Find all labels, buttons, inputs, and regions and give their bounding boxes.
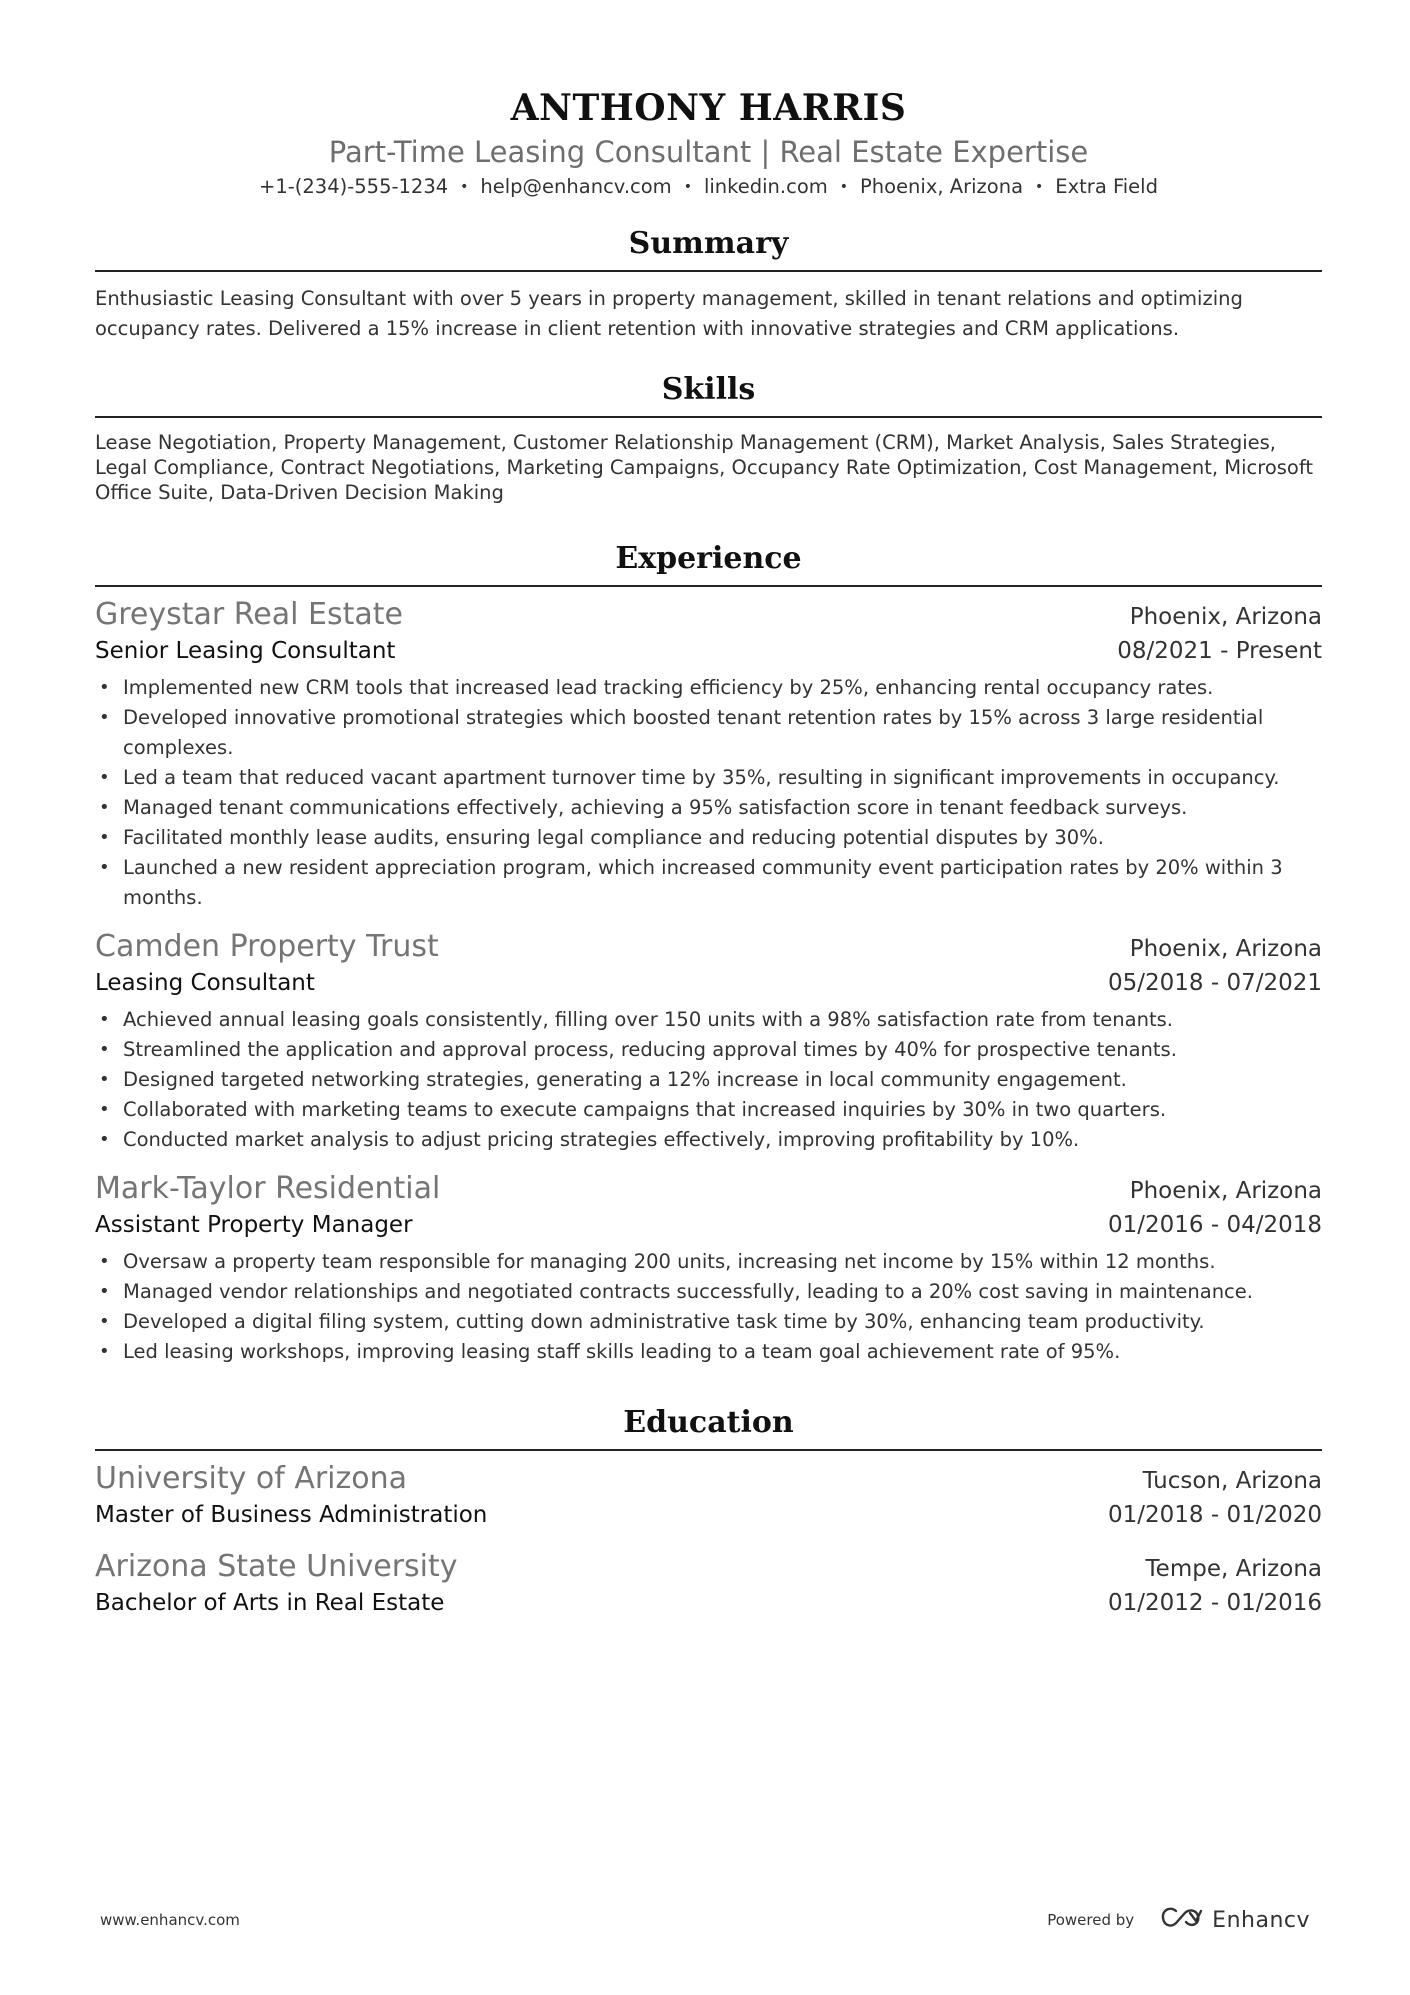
company-name: Greystar Real Estate <box>95 597 403 632</box>
section-divider <box>95 416 1322 418</box>
achievement-list <box>95 1005 1322 1155</box>
achievement-item: • Led leasing workshops, improving leasing staff skills leading to a team goal achievement rate of 95%. <box>95 1337 1322 1367</box>
school-name: University of Arizona <box>95 1461 408 1496</box>
section-divider <box>95 270 1322 272</box>
candidate-name: ANTHONY HARRIS <box>510 87 907 129</box>
education-entry <box>95 1459 1322 1531</box>
education-dates: 01/2012 - 01/2016 <box>1107 1590 1322 1616</box>
section-title-skills: Skills <box>661 372 756 407</box>
job-location: Phoenix, Arizona <box>1129 1178 1322 1204</box>
school-location: Tucson, Arizona <box>1142 1468 1322 1494</box>
achievement-item: • Launched a new resident appreciation program, which increased community event participation rates by 20% within 3 months. <box>95 853 1322 913</box>
achievement-item: • Achieved annual leasing goals consistently, filling over 150 units with a 98% satisfaction rate from tenants. <box>95 1005 1322 1035</box>
job-title: Leasing Consultant <box>95 970 315 996</box>
job-location: Phoenix, Arizona <box>1129 936 1322 962</box>
resume-page <box>95 0 1322 1619</box>
powered-by-label: Powered by <box>1047 1911 1135 1929</box>
enhancv-brand-name: Enhancv <box>1212 1907 1310 1933</box>
achievement-item: • Streamlined the application and approval process, reducing approval times by 40% for prospective tenants. <box>95 1035 1322 1065</box>
experience-entry <box>95 1169 1322 1367</box>
skills-text: Lease Negotiation, Property Management, Customer Relationship Management (CRM), Market Analysis, Sales Strategies, Legal Compliance, Contract Negotiations, Marketing Campaigns, Occupancy Rate Optimization, Cost Management, Microsoft Office Suite, Data-Driven Decision Making <box>95 431 1314 504</box>
job-title: Assistant Property Manager <box>95 1212 413 1238</box>
summary-section <box>95 224 1322 344</box>
separator-dot: • <box>683 179 692 195</box>
contact-email[interactable]: help@enhancv.com <box>480 175 672 198</box>
job-dates: 05/2018 - 07/2021 <box>1107 970 1322 996</box>
job-location: Phoenix, Arizona <box>1129 604 1322 630</box>
section-divider <box>95 1449 1322 1451</box>
achievement-item: • Implemented new CRM tools that increased lead tracking efficiency by 25%, enhancing rental occupancy rates. <box>95 673 1322 703</box>
achievement-list <box>95 673 1322 913</box>
job-dates: 08/2021 - Present <box>1117 638 1322 664</box>
achievement-item: • Facilitated monthly lease audits, ensuring legal compliance and reducing potential disputes by 30%. <box>95 823 1322 853</box>
skills-section <box>95 370 1322 505</box>
education-section <box>95 1403 1322 1619</box>
experience-entry <box>95 927 1322 1155</box>
achievement-item: • Developed innovative promotional strategies which boosted tenant retention rates by 15% across 3 large residential complexes. <box>95 703 1322 763</box>
section-divider <box>95 585 1322 587</box>
section-title-experience: Experience <box>615 541 802 576</box>
contact-linkedin[interactable]: linkedin.com <box>703 175 828 198</box>
achievement-item: • Led a team that reduced vacant apartment turnover time by 35%, resulting in significant improvements in occupancy. <box>95 763 1322 793</box>
contact-line <box>95 172 1322 202</box>
achievement-item: • Collaborated with marketing teams to execute campaigns that increased inquiries by 30% in two quarters. <box>95 1095 1322 1125</box>
company-name: Camden Property Trust <box>95 929 439 964</box>
experience-section <box>95 539 1322 1367</box>
footer-website-link[interactable]: www.enhancv.com <box>100 1911 240 1929</box>
achievement-item: • Developed a digital filing system, cutting down administrative task time by 30%, enhancing team productivity. <box>95 1307 1322 1337</box>
separator-dot: • <box>460 179 469 195</box>
education-entry <box>95 1547 1322 1619</box>
achievement-item: • Conducted market analysis to adjust pricing strategies effectively, improving profitability by 10%. <box>95 1125 1322 1155</box>
contact-phone: +1-(234)-555-1234 <box>259 175 449 198</box>
job-title: Senior Leasing Consultant <box>95 638 396 664</box>
experience-entry <box>95 595 1322 913</box>
powered-by-badge[interactable] <box>1047 1907 1310 1933</box>
job-dates: 01/2016 - 04/2018 <box>1107 1212 1322 1238</box>
company-name: Mark-Taylor Residential <box>95 1171 441 1206</box>
achievement-list <box>95 1247 1322 1367</box>
separator-dot: • <box>839 179 849 195</box>
contact-location: Phoenix, Arizona <box>860 175 1024 198</box>
resume-header <box>95 0 1322 202</box>
achievement-item: • Managed tenant communications effectively, achieving a 95% satisfaction score in tenant feedback surveys. <box>95 793 1322 823</box>
section-title-education: Education <box>623 1405 794 1440</box>
school-location: Tempe, Arizona <box>1145 1556 1322 1582</box>
separator-dot: • <box>1035 179 1044 195</box>
contact-extra-field: Extra Field <box>1055 175 1158 198</box>
degree-name: Bachelor of Arts in Real Estate <box>95 1590 445 1616</box>
achievement-item: • Managed vendor relationships and negotiated contracts successfully, leading to a 20% cost saving in maintenance. <box>95 1277 1322 1307</box>
enhancv-logo-icon <box>1160 1907 1204 1933</box>
candidate-headline: Part-Time Leasing Consultant | Real Estate Expertise <box>328 135 1089 169</box>
page-footer <box>100 1905 1310 1935</box>
section-title-summary: Summary <box>628 226 789 261</box>
degree-name: Master of Business Administration <box>95 1502 488 1528</box>
education-dates: 01/2018 - 01/2020 <box>1107 1502 1322 1528</box>
school-name: Arizona State University <box>95 1549 458 1584</box>
achievement-item: • Designed targeted networking strategies, generating a 12% increase in local community engagement. <box>95 1065 1322 1095</box>
summary-text: Enthusiastic Leasing Consultant with over 5 years in property management, skilled in tenant relations and optimizing occupancy rates. Delivered a 15% increase in client retention with innovative strategies and CRM applications. <box>95 287 1243 340</box>
achievement-item: • Oversaw a property team responsible for managing 200 units, increasing net income by 15% within 12 months. <box>95 1247 1322 1277</box>
